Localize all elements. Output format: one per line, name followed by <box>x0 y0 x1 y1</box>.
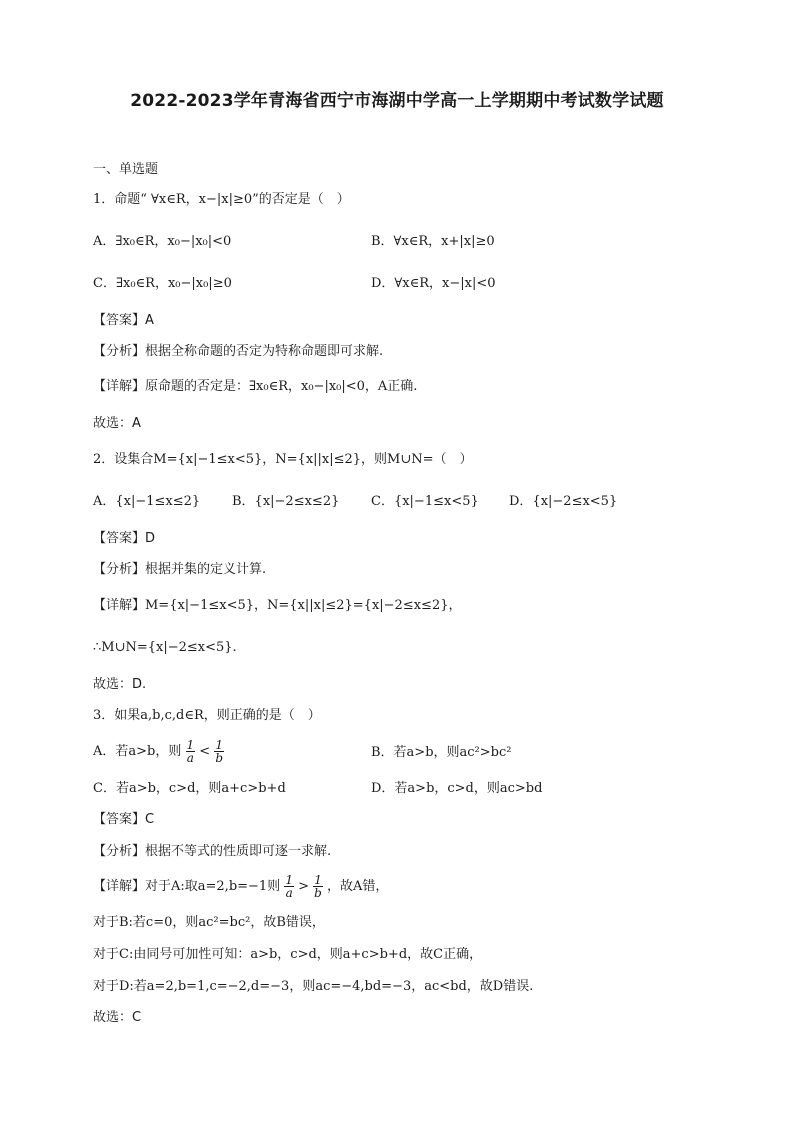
q1-option-a: A．∃x₀∈R，x₀−|x₀|<0 <box>93 234 232 249</box>
q3-stem: 3．如果a,b,c,d∈R，则正确的是（ ） <box>93 708 321 723</box>
fraction-denominator: b <box>215 751 224 765</box>
fraction-numerator: 1 <box>215 738 223 752</box>
q2-analysis: 【分析】根据并集的定义计算. <box>93 562 267 577</box>
page-title: 2022-2023学年青海省西宁市海湖中学高一上学期期中考试数学试题 <box>130 91 664 111</box>
q3-analysis: 【分析】根据不等式的性质即可逐一求解. <box>93 844 332 859</box>
q1-option-c: C．∃x₀∈R，x₀−|x₀|≥0 <box>93 276 232 291</box>
fraction-denominator: a <box>186 751 194 765</box>
q3-option-a-fraction-2 <box>214 739 224 764</box>
fraction-numerator: 1 <box>186 738 195 752</box>
q2-answer: 【答案】D <box>93 531 156 546</box>
fraction-numerator: 1 <box>285 873 293 887</box>
q3-option-a-lt: < <box>199 744 211 759</box>
q3-choose: 故选：C <box>93 1010 142 1025</box>
q2-option-b: B．{x|−2≤x≤2} <box>232 494 340 509</box>
q3-option-a-text: A．若a>b，则 <box>93 744 182 759</box>
q2-choose: 故选：D. <box>93 677 147 692</box>
fraction-denominator: b <box>314 886 322 900</box>
q3-detail-a-fraction-1 <box>284 874 294 899</box>
fraction-numerator: 1 <box>314 873 322 887</box>
section-heading: 一、单选题 <box>93 162 159 177</box>
q2-detail-line1: 【详解】M={x|−1≤x<5}，N={x||x|≤2}={x|−2≤x≤2}， <box>93 598 462 613</box>
q2-detail-line2: ∴M∪N={x|−2≤x<5}. <box>93 640 237 655</box>
q3-detail-a-gt: > <box>298 879 310 894</box>
q3-detail-a <box>93 873 388 901</box>
q3-option-a-fraction-1 <box>186 739 196 764</box>
q2-option-c: C．{x|−1≤x<5} <box>371 494 479 509</box>
q2-option-a: A．{x|−1≤x≤2} <box>93 494 201 509</box>
q1-analysis: 【分析】根据全称命题的否定为特称命题即可求解. <box>93 344 384 359</box>
q1-option-d: D．∀x∈R，x−|x|<0 <box>371 276 496 291</box>
q3-option-c: C．若a>b，c>d，则a+c>b+d <box>93 781 286 796</box>
q3-option-a <box>93 738 224 766</box>
fraction-denominator: a <box>285 886 293 900</box>
q1-stem: 1．命题“ ∀x∈R，x−|x|≥0”的否定是（ ） <box>93 192 350 207</box>
q3-option-d: D．若a>b，c>d，则ac>bd <box>371 781 543 796</box>
q2-stem: 2．设集合M={x|−1≤x<5}，N={x||x|≤2}，则M∪N=（ ） <box>93 452 473 467</box>
q3-option-b: B．若a>b，则ac²>bc² <box>371 745 512 760</box>
q1-option-b: B．∀x∈R，x+|x|≥0 <box>371 234 495 249</box>
q3-answer: 【答案】C <box>93 812 155 827</box>
q3-detail-a-text: 【详解】对于A:取a=2,b=−1则 <box>93 879 281 894</box>
q3-detail-a-fraction-2 <box>313 874 323 899</box>
q3-detail-b: 对于B:若c=0，则ac²=bc²，故B错误， <box>93 915 325 930</box>
q1-choose: 故选：A <box>93 416 141 431</box>
q1-detail: 【详解】原命题的否定是：∃x₀∈R，x₀−|x₀|<0，A正确. <box>93 379 418 394</box>
q2-option-d: D．{x|−2≤x<5} <box>509 494 618 509</box>
q1-answer: 【答案】A <box>93 313 154 328</box>
q3-detail-a-tail: ，故A错， <box>327 879 389 894</box>
q3-detail-d: 对于D:若a=2,b=1,c=−2,d=−3，则ac=−4,bd=−3，ac<bd，故D错误. <box>93 979 534 994</box>
q3-detail-c: 对于C:由同号可加性可知：a>b，c>d，则a+c>b+d，故C正确， <box>93 947 483 962</box>
